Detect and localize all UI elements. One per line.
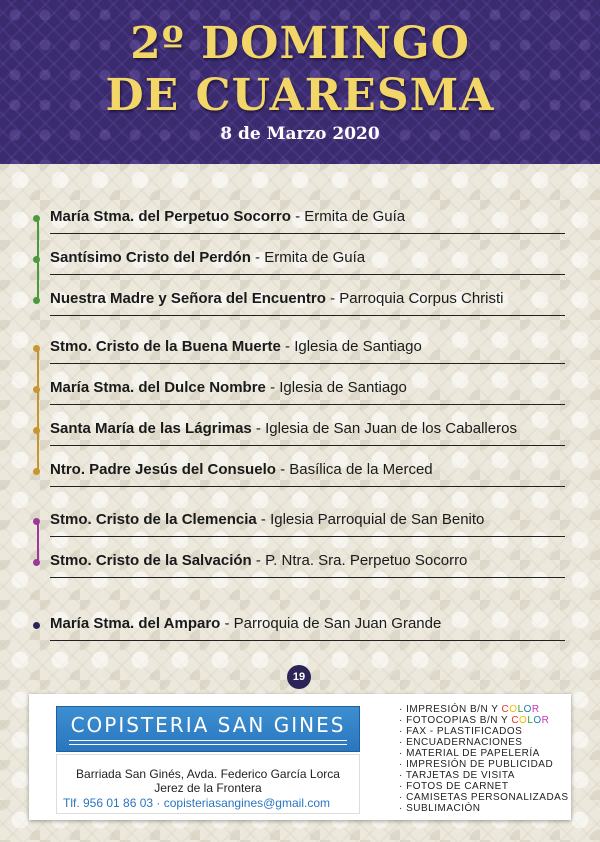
procession-entry [30, 418, 565, 442]
bullet-dot-icon [33, 427, 40, 434]
separator: - [251, 420, 266, 437]
brotherhood-name: María Stma. del Amparo [50, 615, 221, 632]
entry-underline [50, 363, 565, 364]
procession-entry [30, 206, 565, 230]
brotherhood-name: Stmo. Cristo de la Clemencia [50, 511, 257, 528]
bullet-dot-icon [33, 215, 40, 222]
church-name: Parroquia Corpus Christi [339, 290, 504, 307]
ad-contact-box [56, 754, 360, 814]
separator: - [280, 338, 295, 355]
brotherhood-name: Stmo. Cristo de la Buena Muerte [50, 338, 281, 355]
brotherhood-name: Santa María de las Lágrimas [50, 420, 252, 437]
page-number: 19 [287, 665, 311, 689]
logo-underline [69, 740, 347, 745]
church-name: Ermita de Guía [304, 208, 406, 225]
church-name: Parroquia de San Juan Grande [233, 615, 442, 632]
service-item: · SUBLIMACIÓN [399, 803, 481, 814]
entry-text [50, 379, 407, 396]
service-item: · MATERIAL DE PAPELERÍA [399, 748, 540, 759]
entry-underline [50, 445, 565, 446]
separator: - [275, 461, 290, 478]
bullet-dot-icon [33, 518, 40, 525]
procession-entry [30, 550, 565, 574]
brotherhood-name: María Stma. del Perpetuo Socorro [50, 208, 291, 225]
bullet-dot-icon [33, 559, 40, 566]
service-item: · IMPRESIÓN B/N Y COLOR [399, 704, 540, 715]
bullet-dot-icon [33, 256, 40, 263]
ad-services-list [399, 704, 569, 814]
entry-text [50, 290, 504, 307]
procession-entry [30, 288, 565, 312]
title-line-1: 2º DOMINGO [130, 18, 470, 69]
procession-entry [30, 613, 565, 637]
brotherhood-name: Santísimo Cristo del Perdón [50, 249, 251, 266]
group-connector-line [37, 348, 39, 471]
entry-text [50, 511, 484, 528]
service-item: · TARJETAS DE VISITA [399, 770, 515, 781]
service-item: · ENCUADERNACIONES [399, 737, 523, 748]
separator: - [290, 208, 305, 225]
entry-underline [50, 315, 565, 316]
procession-entry [30, 247, 565, 271]
service-item: · FAX - PLASTIFICADOS [399, 726, 523, 737]
service-item: · FOTOCOPIAS B/N Y COLOR [399, 715, 550, 726]
event-date: 8 de Marzo 2020 [220, 124, 380, 144]
bullet-dot-icon [33, 297, 40, 304]
advertisement [29, 694, 571, 820]
entry-text [50, 420, 517, 437]
separator: - [325, 290, 340, 307]
separator: - [220, 615, 234, 632]
church-name: Ermita de Guía [264, 249, 366, 266]
ad-address-line2: Jerez de la Frontera [154, 781, 262, 795]
separator: - [256, 511, 271, 528]
church-name: Iglesia Parroquial de San Benito [270, 511, 485, 528]
procession-entry [30, 459, 565, 483]
service-item: · CAMISETAS PERSONALIZADAS [399, 792, 569, 803]
entry-underline [50, 536, 565, 537]
entry-text [50, 208, 405, 225]
entry-underline [50, 274, 565, 275]
bullet-dot-icon [33, 386, 40, 393]
bullet-dot-icon [33, 622, 40, 629]
separator: - [251, 552, 266, 569]
procession-entry [30, 336, 565, 360]
service-item: · FOTOS DE CARNET [399, 781, 509, 792]
church-name: Iglesia de San Juan de los Caballeros [265, 420, 517, 437]
ad-contact: Tlf. 956 01 86 03 · copisteriasangines@gmail.com [63, 796, 330, 810]
procession-entry [30, 377, 565, 401]
brotherhood-name: Stmo. Cristo de la Salvación [50, 552, 252, 569]
entry-underline [50, 577, 565, 578]
entry-text [50, 552, 467, 569]
brotherhood-name: María Stma. del Dulce Nombre [50, 379, 266, 396]
church-name: Iglesia de Santiago [294, 338, 422, 355]
brotherhood-name: Nuestra Madre y Señora del Encuentro [50, 290, 326, 307]
church-name: Iglesia de Santiago [279, 379, 407, 396]
entry-underline [50, 233, 565, 234]
entry-underline [50, 486, 565, 487]
bullet-dot-icon [33, 468, 40, 475]
separator: - [250, 249, 265, 266]
brotherhood-name: Ntro. Padre Jesús del Consuelo [50, 461, 276, 478]
service-item: · IMPRESIÓN DE PUBLICIDAD [399, 759, 554, 770]
separator: - [265, 379, 280, 396]
ad-logo-text: COPISTERIA SAN GINES [70, 713, 346, 737]
church-name: Basílica de la Merced [289, 461, 433, 478]
ad-address-line1: Barriada San Ginés, Avda. Federico García Lorca [76, 767, 340, 781]
entry-text [50, 461, 433, 478]
page-title [0, 18, 600, 122]
title-line-2: DE CUARESMA [105, 70, 495, 121]
church-name: P. Ntra. Sra. Perpetuo Socorro [265, 552, 468, 569]
bullet-dot-icon [33, 345, 40, 352]
procession-entry [30, 509, 565, 533]
entry-underline [50, 404, 565, 405]
entry-underline [50, 640, 565, 641]
entry-text [50, 249, 365, 266]
ad-logo [56, 706, 360, 752]
header-banner [0, 0, 600, 164]
entry-text [50, 615, 441, 632]
entry-text [50, 338, 422, 355]
